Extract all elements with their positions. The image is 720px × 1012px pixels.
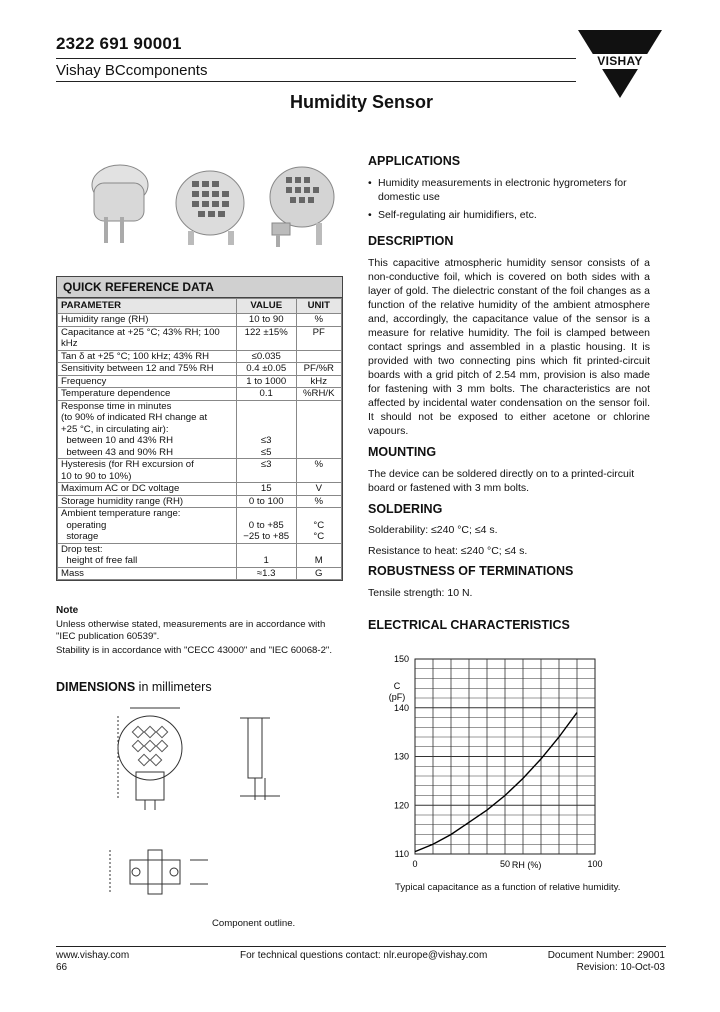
mounting-heading: MOUNTING	[368, 445, 437, 459]
value-cell: 1 to 1000	[236, 375, 296, 388]
header-rule-2	[56, 81, 576, 82]
y-tick-label: 140	[393, 702, 409, 713]
table-row	[58, 314, 342, 327]
parameter-cell: Humidity range (RH)	[58, 314, 237, 327]
electrical-heading: ELECTRICAL CHARACTERISTICS	[368, 618, 570, 632]
description-heading: DESCRIPTION	[368, 234, 454, 248]
col-header-value: VALUE	[236, 299, 296, 314]
table-row	[58, 508, 342, 544]
solderability-text: Solderability: ≤240 °C; ≤4 s.	[368, 524, 498, 536]
parameter-cell: Tan δ at +25 °C; 100 kHz; 43% RH	[58, 350, 237, 363]
y-axis-unit: (pF)	[388, 692, 406, 702]
parameter-cell: Hysteresis (for RH excursion of 10 to 90 to 10%)	[58, 459, 237, 483]
dimension-drawing	[90, 700, 345, 910]
parameter-cell: Frequency	[58, 375, 237, 388]
product-photo	[80, 155, 340, 255]
unit-cell	[296, 400, 341, 459]
parameter-cell: Drop test: height of free fall	[58, 543, 237, 567]
vishay-logo	[578, 30, 662, 98]
value-cell: ≤0.035	[236, 350, 296, 363]
unit-cell: %	[296, 495, 341, 508]
parameter-cell: Mass	[58, 567, 237, 580]
parameter-cell: Storage humidity range (RH)	[58, 495, 237, 508]
footer-rule	[56, 946, 666, 947]
footer-revision: Revision: 10-Oct-03	[576, 962, 665, 973]
table-row	[58, 567, 342, 580]
y-tick-label: 150	[393, 654, 409, 664]
unit-cell	[296, 350, 341, 363]
value-cell: ≈1.3	[236, 567, 296, 580]
parameter-cell: Temperature dependence	[58, 388, 237, 401]
sensor-image-3	[270, 167, 334, 247]
page-title: Humidity Sensor	[290, 92, 434, 112]
table-row	[58, 388, 342, 401]
header-rule	[56, 58, 576, 59]
table-row	[58, 326, 342, 350]
col-header-unit: UNIT	[296, 299, 341, 314]
y-tick-label: 130	[393, 751, 409, 762]
chart-caption: Typical capacitance as a function of relative humidity.	[395, 882, 621, 893]
mounting-text: The device can be soldered directly on to a printed-circuit board or fastened with 3 mm bolts.	[368, 468, 635, 494]
logo-text: VISHAY	[578, 54, 662, 69]
unit-cell: kHz	[296, 375, 341, 388]
dimensions-heading-rest: in millimeters	[135, 680, 212, 694]
table-row	[58, 543, 342, 567]
value-cell: ≤3	[236, 459, 296, 483]
unit-cell: M	[296, 543, 341, 567]
y-tick-label: 120	[393, 800, 409, 811]
value-cell: ≤3 ≤5	[236, 400, 296, 459]
quick-reference-table	[56, 276, 343, 581]
sensor-image-1	[92, 165, 148, 243]
sensor-image-2	[176, 171, 244, 245]
note-heading: Note	[56, 605, 79, 616]
value-cell: 1	[236, 543, 296, 567]
value-cell: 15	[236, 483, 296, 496]
part-number: 2322 691 90001	[56, 34, 182, 53]
table-row	[58, 483, 342, 496]
footer-document-number: Document Number: 29001	[547, 950, 665, 961]
description-text: This capacitive atmospheric humidity sensor consists of a non-conductive foil, which is covered on both sides with a layer of gold. The dielectric constant of the foil changes as a function of the relative humidity of the ambient atmosphere and, accordingly, the capacitance value of the sensor is a measure for relative humidity. The foil is clamped between contact springs and assembled in a plastic housing. It is provided with two connecting pins which fit printed-circuit boards with a grid pitch of 2.54 mm, provision is also made for fastening with 3 mm bolts. The characteristics are not affected by incidental water condensation on the sensor foil. It should not be exposed to either acetone or chlorine vapours.	[368, 257, 650, 437]
x-tick-label: 0	[412, 859, 418, 869]
table-row	[58, 495, 342, 508]
series-line-capacitance	[415, 713, 577, 852]
value-cell: 122 ±15%	[236, 326, 296, 350]
application-item: • Self-regulating air humidifiers, etc.	[368, 208, 650, 222]
unit-cell: PF	[296, 326, 341, 350]
value-cell: 0 to +85 −25 to +85	[236, 508, 296, 544]
parameter-cell: Capacitance at +25 °C; 43% RH; 100 kHz	[58, 326, 237, 350]
parameter-cell: Ambient temperature range: operating storage	[58, 508, 237, 544]
x-tick-label: 100	[587, 859, 603, 869]
unit-cell: °C °C	[296, 508, 341, 544]
soldering-heading: SOLDERING	[368, 502, 443, 516]
note-line-1: Unless otherwise stated, measurements are in accordance with "IEC publication 60539".	[56, 619, 326, 642]
x-axis-label: RH (%)	[511, 860, 542, 870]
footer-page-number: 66	[56, 962, 68, 973]
parameter-cell: Response time in minutes (to 90% of indicated RH change at +25 °C, in circulating air): between 10 and 43% RH between 43 and 90% RH	[58, 400, 237, 459]
application-item: • Humidity measurements in electronic hygrometers for domestic use	[368, 176, 650, 204]
col-header-parameter: PARAMETER	[58, 299, 237, 314]
quick-reference-title: QUICK REFERENCE DATA	[57, 277, 342, 298]
capacitance-chart	[370, 645, 640, 895]
applications-heading: APPLICATIONS	[368, 154, 461, 168]
value-cell: 0.1	[236, 388, 296, 401]
value-cell: 0.4 ±0.05	[236, 363, 296, 376]
dimensions-heading-bold: DIMENSIONS	[56, 680, 136, 694]
unit-cell: %	[296, 459, 341, 483]
footer-website[interactable]: www.vishay.com	[56, 950, 130, 961]
company-name: Vishay BCcomponents	[56, 62, 208, 79]
table-row	[58, 363, 342, 376]
dimensions-caption: Component outline.	[212, 918, 296, 929]
unit-cell: PF/%R	[296, 363, 341, 376]
robustness-heading: ROBUSTNESS OF TERMINATIONS	[368, 564, 574, 578]
applications-list	[368, 176, 650, 226]
unit-cell: %	[296, 314, 341, 327]
robustness-text: Tensile strength: 10 N.	[368, 587, 473, 599]
value-cell: 10 to 90	[236, 314, 296, 327]
unit-cell: %RH/K	[296, 388, 341, 401]
parameter-cell: Sensitivity between 12 and 75% RH	[58, 363, 237, 376]
y-tick-label: 110	[394, 849, 409, 859]
dimensions-heading	[56, 680, 212, 694]
value-cell: 0 to 100	[236, 495, 296, 508]
table-row	[58, 350, 342, 363]
footer-contact: For technical questions contact: nlr.europe@vishay.com	[240, 950, 488, 961]
table-row	[58, 459, 342, 483]
x-tick-label: 50	[499, 859, 511, 869]
table-row	[58, 375, 342, 388]
resistance-text: Resistance to heat: ≤240 °C; ≤4 s.	[368, 545, 528, 557]
unit-cell: V	[296, 483, 341, 496]
unit-cell: G	[296, 567, 341, 580]
note-line-2: Stability is in accordance with "CECC 43000" and "IEC 60068-2".	[56, 645, 332, 656]
y-axis-label: C	[393, 681, 401, 691]
parameter-cell: Maximum AC or DC voltage	[58, 483, 237, 496]
table-row	[58, 400, 342, 459]
